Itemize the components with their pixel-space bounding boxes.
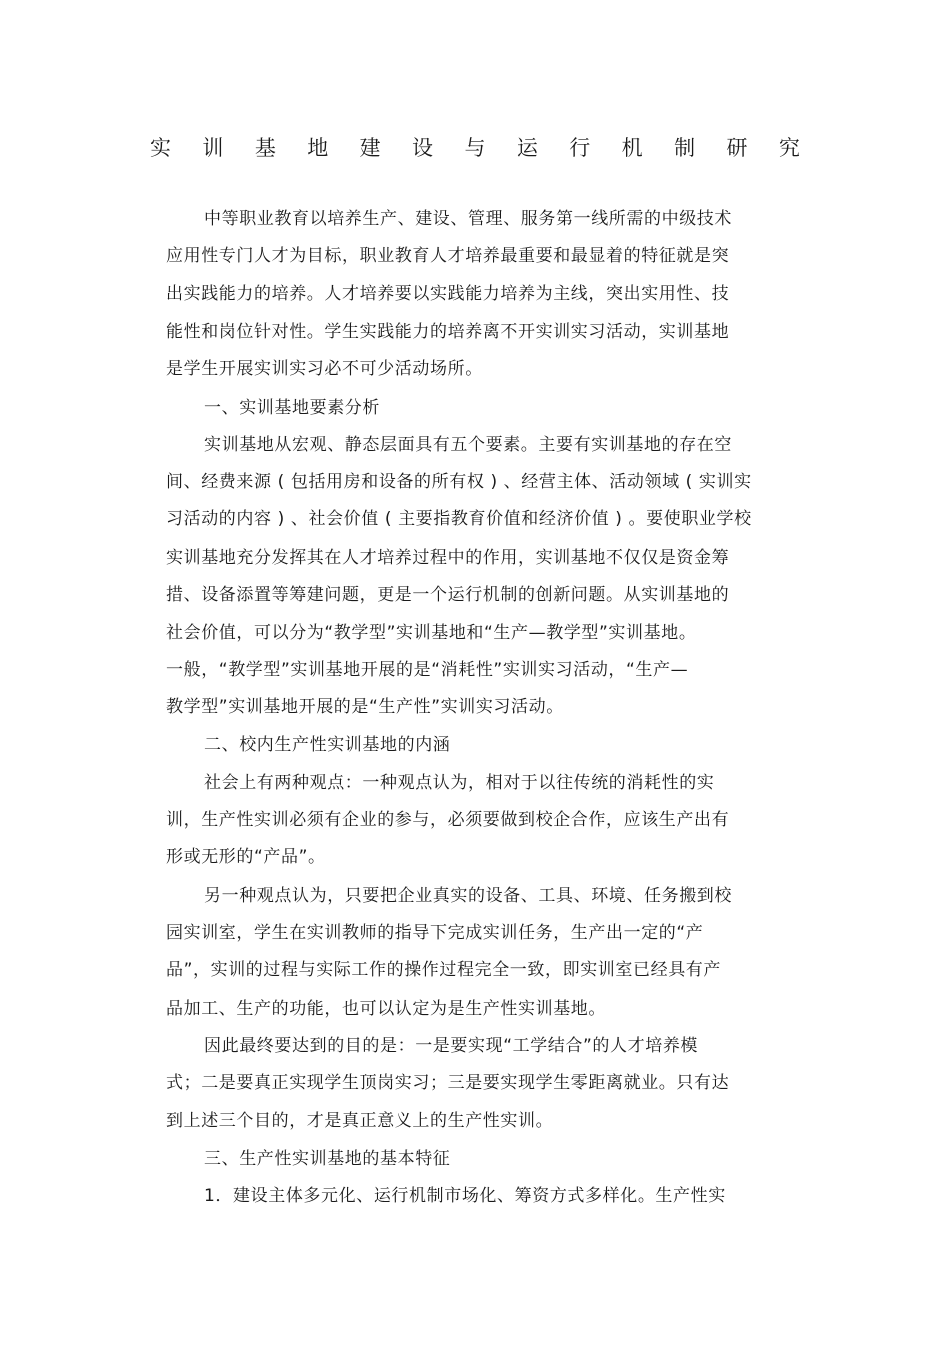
title-char: 基 [254, 136, 276, 160]
paragraph-line: 到上述三个目的，才是真正意义上的生产性实训。 [166, 1111, 554, 1131]
paragraph-line: 社会上有两种观点：一种观点认为，相对于以往传统的消耗性的实 [204, 773, 715, 793]
section-heading: 二、校内生产性实训基地的内涵 [204, 735, 451, 755]
title-char: 训 [202, 136, 224, 160]
paragraph-line: 训，生产性实训必须有企业的参与，必须要做到校企合作，应该生产出有 [166, 810, 730, 830]
paragraph-line: 措、设备添置等筹建问题，更是一个运行机制的创新问题。从实训基地的 [166, 585, 730, 605]
title-char: 制 [674, 136, 696, 160]
paragraph-line: 品加工、生产的功能，也可以认定为是生产性实训基地。 [166, 999, 606, 1019]
title-char: 实 [150, 136, 171, 160]
paragraph-line: 园实训室，学生在实训教师的指导下完成实训任务，生产出一定的“产 [166, 923, 704, 943]
paragraph-line: 是学生开展实训实习必不可少活动场所。 [166, 359, 483, 379]
title-char: 与 [464, 136, 486, 160]
paragraph-line: 出实践能力的培养。人才培养要以实践能力培养为主线，突出实用性、技 [166, 284, 730, 304]
paragraph-line: 实训基地从宏观、静态层面具有五个要素。主要有实训基地的存在空 [204, 435, 732, 455]
section-heading: 一、实训基地要素分析 [204, 398, 380, 418]
title-char: 建 [359, 136, 381, 160]
title-char: 设 [412, 136, 434, 160]
title-char: 行 [569, 136, 591, 160]
section-heading: 三、生产性实训基地的基本特征 [204, 1149, 451, 1169]
paragraph-line: 应用性专门人才为目标，职业教育人才培养最重要和最显着的特征就是突 [166, 246, 730, 266]
paragraph-line: 间、经费来源 ( 包括用房和设备的所有权 ) 、经营主体、活动领域 ( 实训实 [166, 472, 752, 492]
title-char: 地 [307, 136, 329, 160]
paragraph-line: 因此最终要达到的目的是：一是要实现“工学结合”的人才培养模 [204, 1036, 699, 1056]
title-char: 机 [621, 136, 643, 160]
paragraph-line: 能性和岗位针对性。学生实践能力的培养离不开实训实习活动，实训基地 [166, 322, 730, 342]
paragraph-line: 社会价值，可以分为“教学型”实训基地和“生产—教学型”实训基地。 [166, 623, 697, 643]
paragraph-line: 习活动的内容 ) 、社会价值 ( 主要指教育价值和经济价值 ) 。要使职业学校 [166, 509, 752, 529]
paragraph-line: 中等职业教育以培养生产、建设、管理、服务第一线所需的中级技术 [204, 209, 732, 229]
paragraph-line: 1．建设主体多元化、运行机制市场化、筹资方式多样化。生产性实 [204, 1186, 726, 1206]
title-char: 运 [516, 136, 538, 160]
paragraph-line: 式；二是要真正实现学生顶岗实习；三是要实现学生零距离就业。只有达 [166, 1073, 730, 1093]
paragraph-line: 教学型”实训基地开展的是“生产性”实训实习活动。 [166, 697, 564, 717]
paragraph-line: 一般，“教学型”实训基地开展的是“消耗性”实训实习活动，“生产— [166, 660, 689, 680]
title-char: 研 [726, 136, 748, 160]
paragraph-line: 实训基地充分发挥其在人才培养过程中的作用，实训基地不仅仅是资金筹 [166, 548, 730, 568]
title-char: 究 [778, 136, 800, 160]
paragraph-line: 另一种观点认为，只要把企业真实的设备、工具、环境、任务搬到校 [204, 886, 732, 906]
paragraph-line: 品”，实训的过程与实际工作的操作过程完全一致，即实训室已经具有产 [166, 960, 722, 980]
paragraph-line: 形或无形的“产品”。 [166, 847, 326, 867]
document-title [150, 134, 800, 162]
